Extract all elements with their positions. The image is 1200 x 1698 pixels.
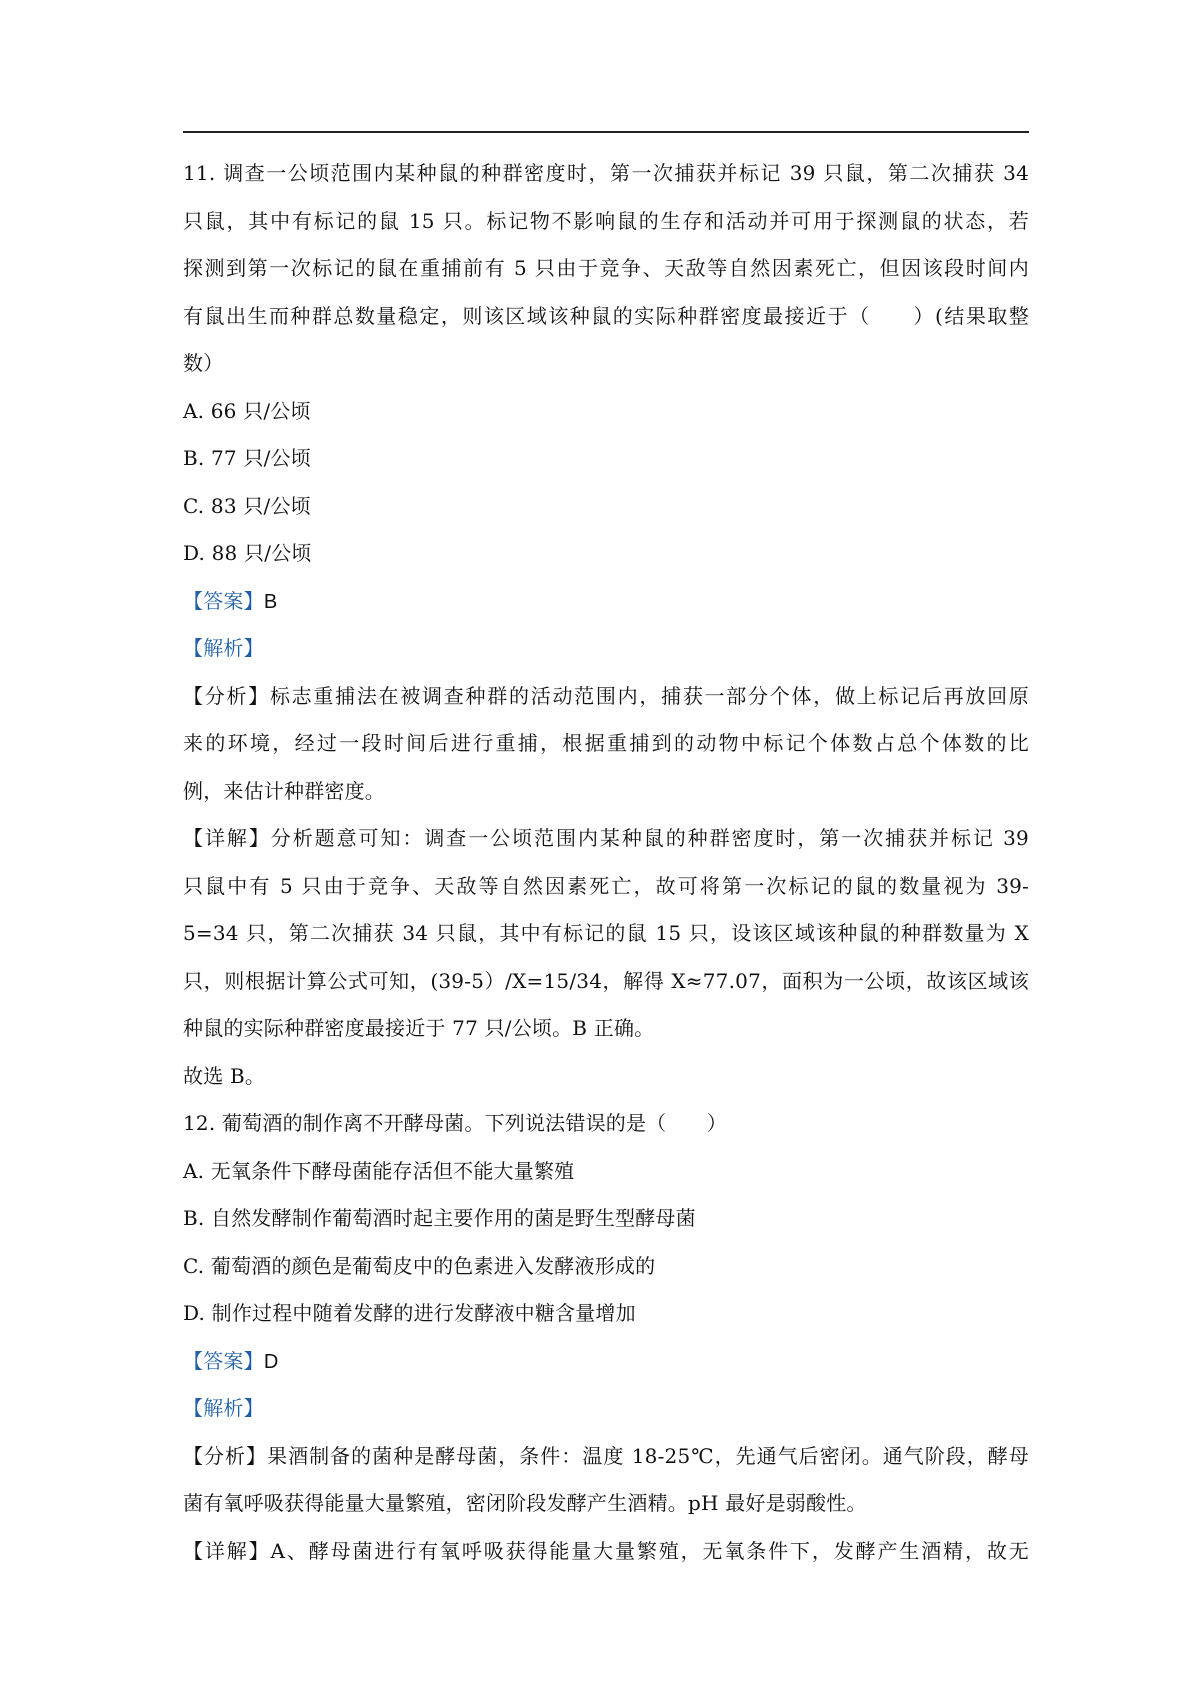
q12-xiangjie-tag: 【详解】	[183, 1538, 271, 1563]
q11-fenxi-text-1: 标志重捕法在被调查种群的活动范围内，捕获一部分个体，做上标记后再放回原	[269, 683, 1029, 708]
q12-answer-tag: 【答案】	[183, 1348, 264, 1373]
q12-answer-value: D	[263, 1350, 279, 1373]
q11-option-b: B. 77 只/公顷	[183, 446, 311, 470]
q12-fenxi-line-1	[183, 1433, 1029, 1481]
q12-analysis-tag: 【解析】	[183, 1396, 264, 1420]
question-12	[183, 1100, 1029, 1575]
q11-stem-line-1: 11. 调查一公顷范围内某种鼠的种群密度时，第一次捕获并标记 39 只鼠，第二次捕获 34	[183, 161, 1029, 185]
q11-option-d: D. 88 只/公顷	[183, 541, 312, 565]
q12-stem: 12. 葡萄酒的制作离不开酵母菌。下列说法错误的是（ ）	[183, 1111, 727, 1135]
q11-option-c: C. 83 只/公顷	[183, 493, 311, 518]
q11-option-a: A. 66 只/公顷	[183, 398, 311, 423]
q11-stem-line-5: 数）	[183, 351, 224, 375]
q11-analysis-heading	[183, 625, 1029, 673]
q11-xiangjie-text-1: 分析题意可知：调查一公顷范围内某种鼠的种群密度时，第一次捕获并标记 39	[270, 826, 1029, 850]
q11-answer-value: B	[263, 590, 278, 613]
q11-stem-line-2: 只鼠，其中有标记的鼠 15 只。标记物不影响鼠的生存和活动并可用于探测鼠的状态，若	[183, 208, 1029, 233]
q11-fenxi-line-1	[183, 673, 1029, 721]
q11-xiangjie-line-4: 只，则根据计算公式可知，(39-5）/X=15/34，解得 X≈77.07，面积为一公顷，故该区域该	[183, 968, 1029, 993]
q12-option-c: C. 葡萄酒的颜色是葡萄皮中的色素进入发酵液形成的	[183, 1253, 656, 1278]
q11-answer	[183, 578, 1029, 626]
q11-answer-tag: 【答案】	[183, 588, 264, 613]
q11-stem-line-3: 探测到第一次标记的鼠在重捕前有 5 只由于竞争、天敌等自然因素死亡，但因该段时间内	[183, 256, 1029, 280]
q12-xiangjie-text-1: A、酵母菌进行有氧呼吸获得能量大量繁殖，无氧条件下，发酵产生酒精，故无	[270, 1538, 1029, 1563]
q12-analysis-heading	[183, 1385, 1029, 1433]
q11-xiangjie-line-5: 种鼠的实际种群密度最接近于 77 只/公顷。B 正确。	[183, 1016, 655, 1040]
q11-xiangjie-line-2: 只鼠中有 5 只由于竞争、天敌等自然因素死亡，故可将第一次标记的鼠的数量视为 39-	[183, 873, 1029, 898]
q12-fenxi-line-2: 菌有氧呼吸获得能量大量繁殖，密闭阶段发酵产生酒精。pH 最好是弱酸性。	[183, 1491, 867, 1515]
q11-conclusion: 故选 B。	[183, 1063, 266, 1088]
q11-xiangjie-line-1	[183, 815, 1029, 863]
header-rule	[183, 131, 1029, 133]
q12-option-d: D. 制作过程中随着发酵的进行发酵液中糖含量增加	[183, 1301, 636, 1325]
q12-answer	[183, 1338, 1029, 1386]
q11-fenxi-tag: 【分析】	[183, 683, 270, 708]
q12-fenxi-tag: 【分析】	[183, 1443, 268, 1468]
q12-option-b: B. 自然发酵制作葡萄酒时起主要作用的菌是野生型酵母菌	[183, 1206, 696, 1230]
q12-fenxi-text-1: 果酒制备的菌种是酵母菌，条件：温度 18-25℃，先通气后密闭。通气阶段，酵母	[267, 1443, 1030, 1468]
page-content	[183, 150, 1029, 1575]
q11-fenxi-line-3: 例，来估计种群密度。	[183, 778, 385, 803]
q11-xiangjie-line-3: 5=34 只，第二次捕获 34 只鼠，其中有标记的鼠 15 只，设该区域该种鼠的种群数量为 X	[183, 921, 1029, 945]
q11-stem-line-4: 有鼠出生而种群总数量稳定，则该区域该种鼠的实际种群密度最接近于（ ）(结果取整	[183, 303, 1029, 328]
q11-analysis-tag: 【解析】	[183, 636, 264, 660]
q12-xiangjie-line-1	[183, 1528, 1029, 1576]
q11-fenxi-line-2: 来的环境，经过一段时间后进行重捕，根据重捕到的动物中标记个体数占总个体数的比	[183, 731, 1029, 755]
q11-xiangjie-tag: 【详解】	[183, 826, 271, 850]
question-11	[183, 150, 1029, 1100]
q12-option-a: A. 无氧条件下酵母菌能存活但不能大量繁殖	[183, 1158, 575, 1183]
